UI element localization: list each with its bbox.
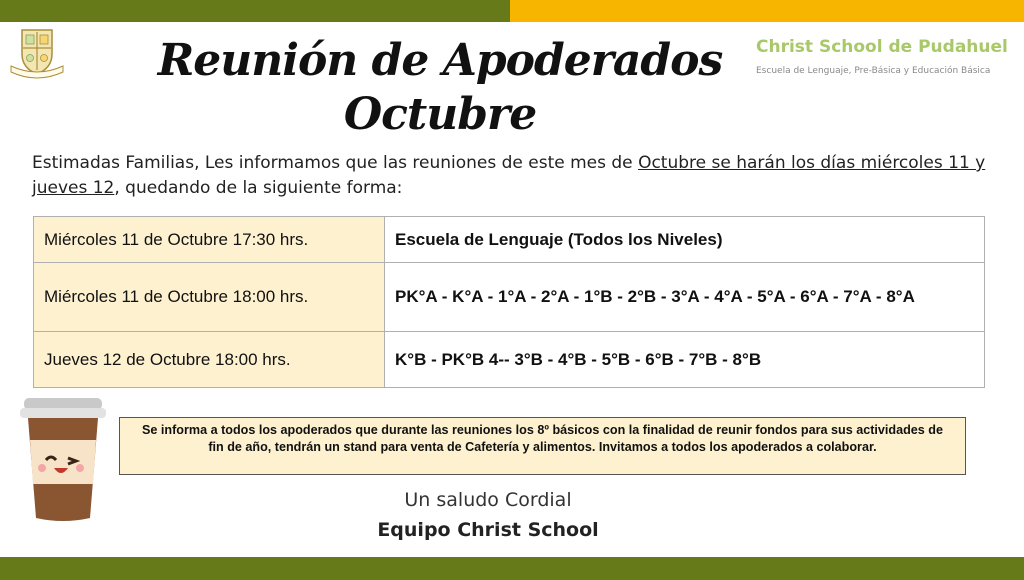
top-bar-green [0, 0, 510, 22]
table-row [34, 217, 985, 263]
title-line-2: Octubre [343, 89, 537, 140]
coffee-cup-icon [18, 396, 108, 524]
closing-greeting: Un saludo Cordial [404, 489, 572, 511]
schedule-groups: Escuela de Lenguaje (Todos los Niveles) [385, 217, 985, 263]
schedule-date: Miércoles 11 de Octubre 17:30 hrs. [34, 217, 385, 263]
intro-dates: Octubre se harán los días miércoles 11 y jueves 12 [32, 153, 986, 198]
schedule-date: Miércoles 11 de Octubre 18:00 hrs. [34, 263, 385, 332]
school-subtitle: Escuela de Lenguaje, Pre-Básica y Educación Básica [756, 66, 991, 76]
page-title [140, 34, 740, 142]
schedule-groups: K°B - PK°B 4-- 3°B - 4°B - 5°B - 6°B - 7°B - 8°B [385, 332, 985, 388]
intro-text-end: , quedando de la siguiente forma: [114, 178, 403, 198]
schedule-groups: PK°A - K°A - 1°A - 2°A - 1°B - 2°B - 3°A - 4°A - 5°A - 6°A - 7°A - 8°A [385, 263, 985, 332]
top-bar-yellow [510, 0, 1024, 22]
notice-box: Se informa a todos los apoderados que durante las reuniones los 8º básicos con la finalidad de reunir fondos para sus actividades de fin de año, tendrán un stand para venta de Cafetería y alimentos. Invitamos a todos los apoderados a colaborar. [119, 417, 966, 475]
school-crest-icon [8, 24, 66, 80]
bottom-bar [0, 557, 1024, 580]
table-row [34, 332, 985, 388]
schedule-date: Jueves 12 de Octubre 18:00 hrs. [34, 332, 385, 388]
closing-team: Equipo Christ School [377, 519, 599, 541]
intro-text: Estimadas Familias, Les informamos que las reuniones de este mes de [32, 153, 639, 173]
table-row [34, 263, 985, 332]
schedule-table [33, 216, 985, 388]
intro-paragraph [32, 151, 1002, 201]
title-line-1: Reunión de Apoderados [157, 35, 723, 86]
school-name: Christ School de Pudahuel [756, 37, 1008, 57]
